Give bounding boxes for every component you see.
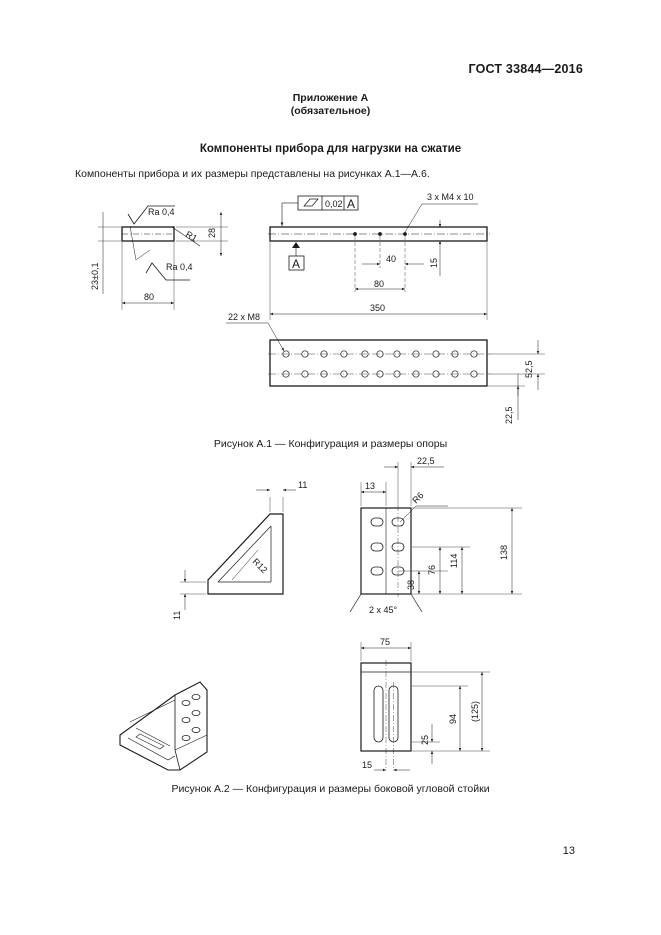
- radius-r1-label: R1: [184, 229, 199, 244]
- dim-350-label: 350: [370, 303, 386, 313]
- figure1-caption: Рисунок А.1 — Конфигурация и размеры опоры: [213, 438, 448, 450]
- figure1-front-view: [268, 196, 490, 320]
- dim-25-label: 25: [420, 734, 430, 745]
- dim-76-label: 76: [427, 564, 437, 575]
- figure2-caption: Рисунок А.2 — Конфигурация и размеры боковой угловой стойки: [171, 783, 490, 795]
- figure1-side-view: [98, 206, 228, 310]
- dim-15-label: 15: [362, 760, 373, 770]
- chamfer-label: 2 x 45°: [369, 605, 398, 615]
- threads-small-label: 3 x M4 x 10: [427, 192, 474, 202]
- dim-75-label: 75: [380, 637, 391, 647]
- radius-6-label: R6: [410, 490, 426, 506]
- dim-52-5-label: 52,5: [524, 360, 534, 378]
- dim-height-label: 23±0,1: [90, 262, 100, 290]
- page-number: 13: [562, 845, 575, 857]
- threads-large-label: 22 x M8: [228, 312, 261, 322]
- figure1-plan-view: [226, 323, 545, 420]
- radius-12-label: R12: [250, 556, 270, 576]
- dim-15-label: 15: [429, 257, 439, 268]
- section-title: Компоненты прибора для нагрузки на сжатие: [199, 143, 462, 155]
- dim-11-top-label: 11: [298, 480, 308, 490]
- figure2-side-view: [180, 490, 296, 610]
- ra-bottom-label: Ra 0,4: [166, 262, 193, 272]
- datum-a-box-label: A: [292, 257, 301, 271]
- dim-13-label: 13: [365, 481, 376, 491]
- dim-138-label: 138: [499, 544, 509, 560]
- tolerance-value: 0,02: [325, 199, 343, 209]
- dim-114-label: 114: [449, 553, 459, 568]
- dim-22-5-label: 22,5: [504, 406, 514, 424]
- dim-40-label: 40: [386, 254, 397, 264]
- figure2-front-view: [350, 462, 522, 612]
- intro-paragraph: Компоненты прибора и их размеры представлены на рисунках А.1—А.6.: [75, 168, 430, 180]
- dim-11-left-label: 11: [172, 610, 182, 620]
- dim-28-label: 28: [207, 227, 217, 238]
- dim-80-label: 80: [374, 279, 385, 289]
- dim-125-label: (125): [470, 700, 480, 722]
- dim-94-label: 94: [448, 713, 458, 724]
- dim-38-label: 38: [406, 579, 416, 590]
- figure2-iso-view: [120, 682, 207, 770]
- ra-top-label: Ra 0,4: [148, 207, 175, 217]
- standard-number: ГОСТ 33844—2016: [468, 62, 583, 76]
- appendix-title: Приложение А: [292, 92, 369, 104]
- dim-22-5-label: 22,5: [417, 456, 435, 466]
- tolerance-datum: A: [347, 197, 356, 211]
- appendix-status: (обязательное): [290, 105, 371, 117]
- dim-80-left-label: 80: [144, 292, 155, 302]
